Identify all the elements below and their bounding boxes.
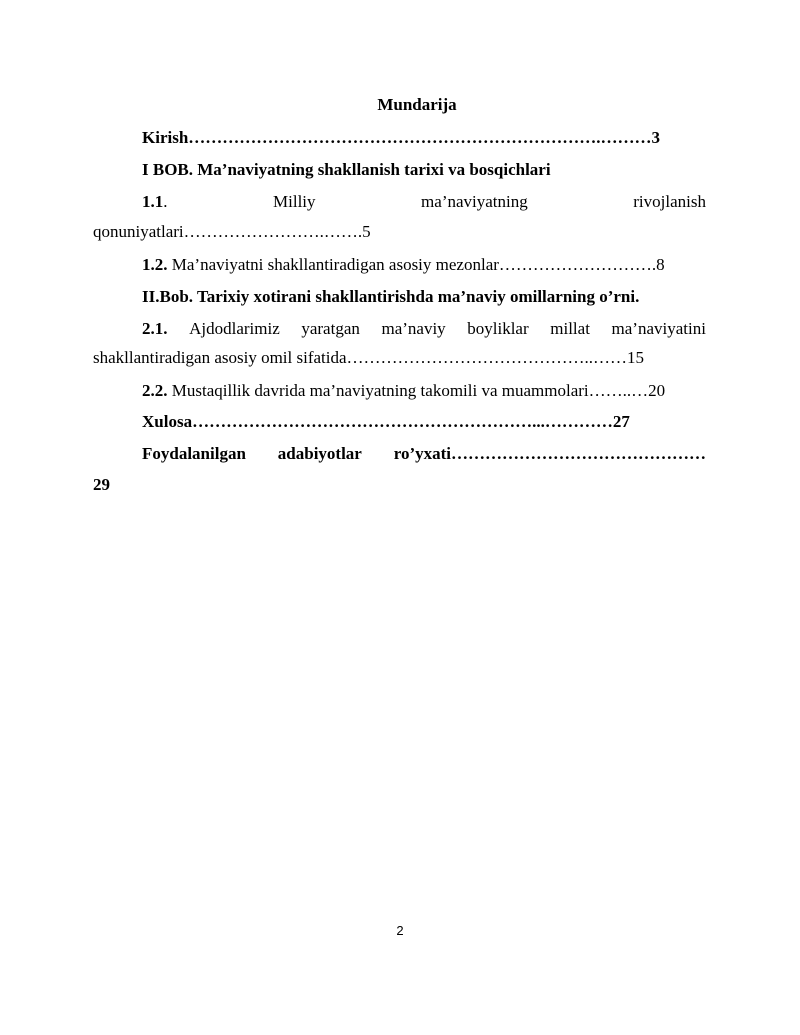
toc-entry-2-1-word: Ajdodlarimiz xyxy=(189,319,280,338)
toc-entry-2-1-line1 xyxy=(142,318,706,340)
toc-entry-2-1-word: yaratgan xyxy=(301,319,360,338)
toc-entry-2-1-word: millat xyxy=(550,319,590,338)
toc-entry-2-1-word: boyliklar xyxy=(467,319,529,338)
toc-entry-1-1-line1 xyxy=(142,191,706,213)
toc-entry-chapter-2: II.Bob. Tarixiy xotirani shakllantirishda ma’naviy omillarning o’rni. xyxy=(142,287,640,306)
toc-entry-1-1-word: rivojlanish xyxy=(633,192,706,211)
toc-entry-1-2-number: 1.2. xyxy=(142,255,168,274)
toc-entry-adabiyotlar-page: 29 xyxy=(93,475,110,494)
toc-entry-2-2-number: 2.2. xyxy=(142,381,168,400)
toc-entry-1-1-line2: qonuniyatlari…………………….…….5 xyxy=(93,222,371,241)
toc-entry-xulosa: Xulosa……………………………………………………...…………27 xyxy=(142,412,630,431)
page-number: 2 xyxy=(396,923,404,938)
toc-entry-1-2 xyxy=(142,254,665,276)
toc-entry-adabiyotlar-word: ro’yxati……………………………………… xyxy=(393,444,706,463)
toc-entry-adabiyotlar-word: adabiyotlar xyxy=(277,444,362,463)
toc-entry-1-1-number: 1.1. xyxy=(142,192,168,211)
toc-entry-1-1-word: Milliy xyxy=(273,192,316,211)
toc-entry-kirish: Kirish……………………………………………………………….………3 xyxy=(142,128,661,147)
toc-entry-2-1-number: 2.1. xyxy=(142,319,168,338)
toc-entry-adabiyotlar xyxy=(142,443,706,465)
toc-entry-2-1-word: ma’naviy xyxy=(381,319,446,338)
toc-entry-1-2-text: Ma’naviyatni shakllantiradigan asosiy mezonlar……………………….8 xyxy=(167,255,665,274)
toc-title: Mundarija xyxy=(377,95,457,114)
toc-entry-2-1-word: ma’naviyatini xyxy=(611,319,706,338)
toc-entry-chapter-1: I BOB. Ma’naviyatning shakllanish tarixi va bosqichlari xyxy=(142,160,551,179)
toc-entry-adabiyotlar-word: Foydalanilgan xyxy=(142,444,246,463)
toc-entry-1-1-word: ma’naviyatning xyxy=(421,192,528,211)
toc-entry-2-2-text: Mustaqillik davrida ma’naviyatning takomili va muammolari……..…20 xyxy=(167,381,666,400)
toc-entry-2-2 xyxy=(142,380,665,402)
toc-entry-2-1-line2: shakllantiradigan asosiy omil sifatida……………………………………..……15 xyxy=(93,348,645,367)
